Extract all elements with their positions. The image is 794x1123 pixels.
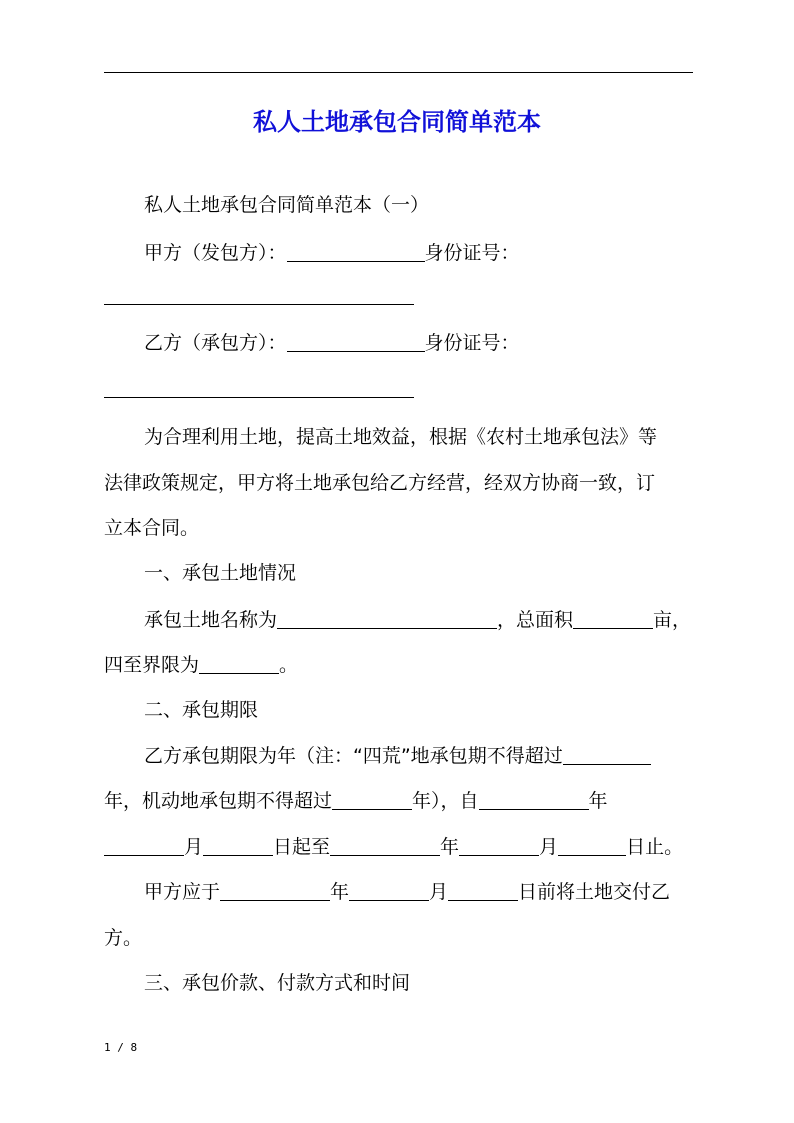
intro-line-3: 立本合同。 xyxy=(104,517,200,539)
total-area-blank xyxy=(573,608,653,629)
section-2-line-1: 乙方承包期限为年（注：“四荒”地承包期不得超过 xyxy=(104,733,693,779)
document-title: 私人土地承包合同简单范本 xyxy=(253,107,541,136)
page-indicator: 1 / 8 xyxy=(104,1041,138,1054)
party-b-id-blank xyxy=(104,397,414,398)
delivery-year-blank xyxy=(220,880,330,901)
start-month-blank xyxy=(104,835,184,856)
section-3-heading: 三、承包价款、付款方式和时间 xyxy=(144,972,411,994)
section-1-line-1: 承包土地名称为 ，总面积 亩， xyxy=(144,609,692,631)
end-month-blank xyxy=(459,835,539,856)
section-2-line-3: 月 日起至 年 月 日止。 xyxy=(104,824,693,870)
intro-line-1: 为合理利用土地，提高土地效益，根据《农村土地承包法》等 xyxy=(144,426,658,448)
party-b-line: 乙方（承包方）： 身份证号： xyxy=(144,332,520,354)
header-rule xyxy=(104,72,693,73)
end-year-blank xyxy=(330,835,440,856)
section-1-line-2: 四至界限为 。 xyxy=(104,654,299,676)
intro-line-2: 法律政策规定，甲方将土地承包给乙方经营，经双方协商一致，订 xyxy=(104,472,656,494)
start-day-blank xyxy=(203,835,273,856)
end-day-blank xyxy=(558,835,626,856)
wasteland-term-blank xyxy=(563,744,651,765)
party-a-name-blank xyxy=(287,241,425,262)
section-2-line-2: 年，机动地承包期不得超过 年），自 年 xyxy=(104,790,608,812)
land-name-blank xyxy=(277,608,497,629)
party-b-name-blank xyxy=(287,331,425,352)
document-subtitle: 私人土地承包合同简单范本（一） xyxy=(144,194,430,216)
delivery-day-blank xyxy=(448,880,518,901)
section-1-heading: 一、承包土地情况 xyxy=(144,562,297,584)
reserve-land-term-blank xyxy=(332,789,412,810)
party-a-id-blank xyxy=(104,304,414,305)
section-2-heading: 二、承包期限 xyxy=(144,699,259,721)
start-year-blank xyxy=(479,789,589,810)
boundary-blank xyxy=(199,653,279,674)
delivery-line-1: 甲方应于 年 月 日前将土地交付乙 xyxy=(144,881,671,903)
party-a-line: 甲方（发包方）： 身份证号： xyxy=(144,242,520,264)
delivery-month-blank xyxy=(349,880,429,901)
delivery-line-2: 方。 xyxy=(104,927,143,949)
